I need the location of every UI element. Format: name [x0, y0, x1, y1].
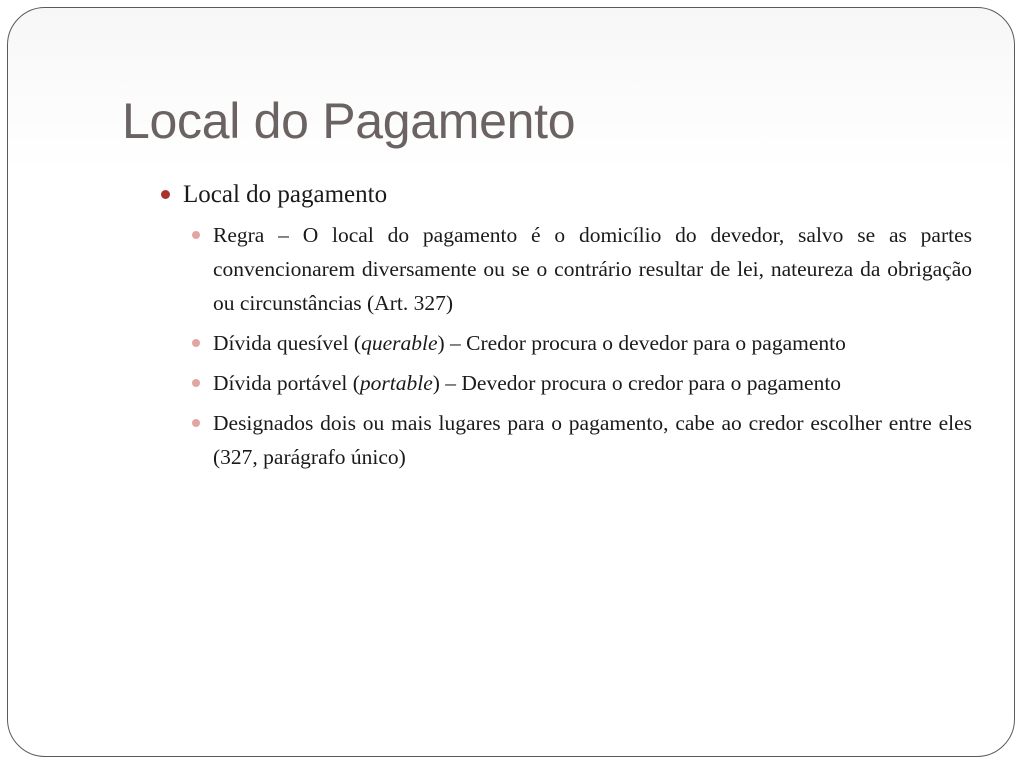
- sub-bullet-text: Regra – O local do pagamento é o domicílio do devedor, salvo se as partes convencionarem diversamente ou se o contrário resultar de lei, nateureza da obrigação ou circunstâncias (Art. 327): [213, 223, 972, 315]
- sub-bullet-quesivel: [213, 326, 972, 360]
- sub-bullet-portavel: [213, 366, 972, 400]
- secondary-bullet-icon: [192, 379, 200, 387]
- sub-bullet-list: [160, 218, 972, 474]
- slide-body: [160, 178, 972, 480]
- sub-bullet-text-before: Dívida portável (: [213, 371, 360, 395]
- sub-bullet-designados: [213, 406, 972, 474]
- main-bullet-item: [160, 178, 972, 212]
- sub-bullet-regra: [213, 218, 972, 320]
- primary-bullet-icon: [161, 190, 170, 199]
- sub-bullet-text-after: ) – Credor procura o devedor para o pagamento: [437, 331, 846, 355]
- secondary-bullet-icon: [192, 419, 200, 427]
- sub-bullet-text: Designados dois ou mais lugares para o pagamento, cabe ao credor escolher entre eles (327, parágrafo único): [213, 411, 972, 469]
- sub-bullet-text-before: Dívida quesível (: [213, 331, 362, 355]
- sub-bullet-term: querable: [361, 331, 438, 355]
- slide-title: Local do Pagamento: [122, 93, 576, 149]
- secondary-bullet-icon: [192, 231, 200, 239]
- slide: [7, 7, 1015, 757]
- sub-bullet-text-after: ) – Devedor procura o credor para o pagamento: [432, 371, 842, 395]
- sub-bullet-term: portable: [359, 371, 433, 395]
- main-bullet-text: Local do pagamento: [183, 181, 388, 208]
- secondary-bullet-icon: [192, 339, 200, 347]
